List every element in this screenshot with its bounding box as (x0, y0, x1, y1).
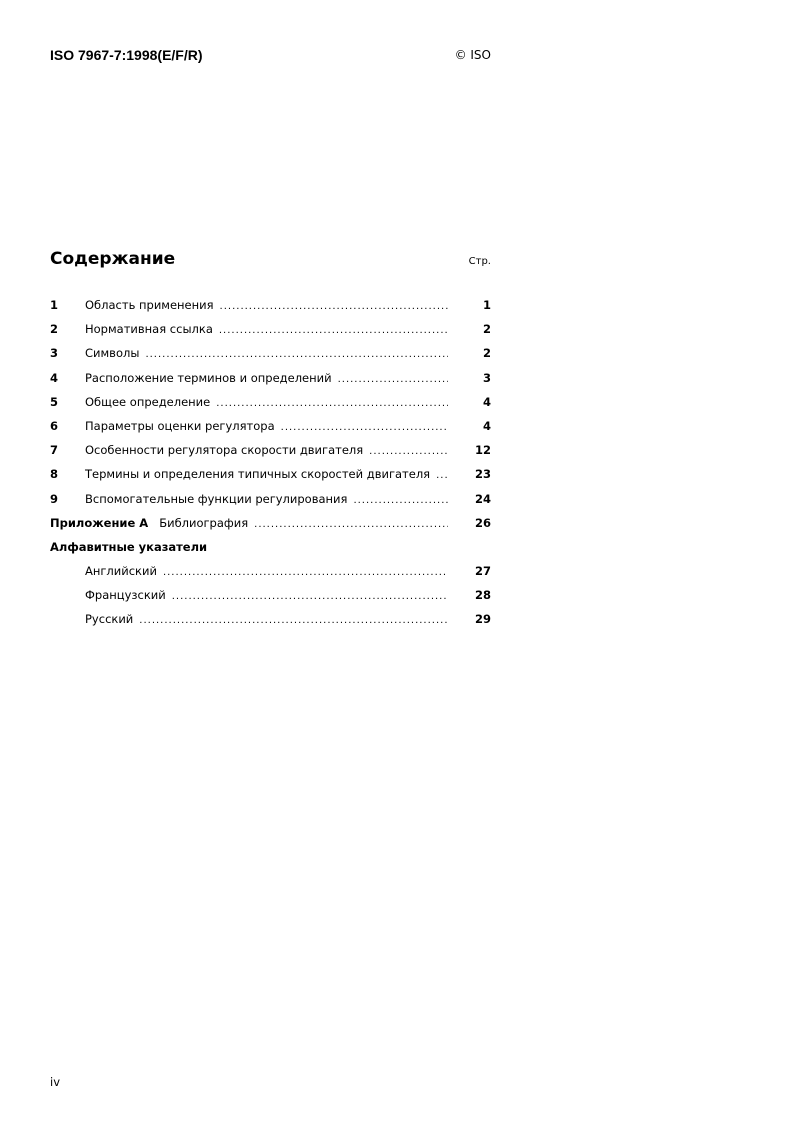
dot-leader (436, 464, 448, 488)
toc-entry-title: Английский (85, 564, 157, 579)
copyright: © ISO (454, 48, 491, 62)
toc-entry-2[interactable] (50, 317, 491, 341)
toc-entry-page: 3 (482, 370, 491, 385)
toc-entry-number: 4 (50, 370, 59, 385)
toc-entry-3[interactable] (50, 341, 491, 365)
dot-leader (163, 561, 448, 585)
toc-entry-page: 29 (474, 612, 491, 627)
toc-entry-title: Символы (85, 346, 140, 361)
toc-entry-page: 27 (474, 564, 491, 579)
toc-entry-number: 3 (50, 346, 59, 361)
toc-entry-5[interactable] (50, 390, 491, 414)
dot-leader (338, 368, 448, 392)
toc-entry-title: Параметры оценки регулятора (85, 418, 275, 433)
toc-entry-page: 26 (474, 515, 491, 530)
page-column-label: Стр. (468, 256, 491, 267)
dot-leader (220, 295, 448, 319)
toc-indexes-heading: Алфавитные указатели (50, 539, 208, 554)
toc-entry-title: Библиография (159, 515, 249, 530)
toc-entry-page: 2 (482, 322, 491, 337)
toc-entry-7[interactable] (50, 438, 491, 462)
toc-entry-page: 12 (474, 443, 491, 458)
dot-leader (281, 416, 448, 440)
toc-entry-number: 9 (50, 491, 59, 506)
toc-entry-title: Общее определение (85, 394, 211, 409)
toc-index-english[interactable] (50, 559, 491, 583)
toc-annex-label: Приложение А (50, 515, 149, 530)
toc-entry-number: 2 (50, 322, 59, 337)
toc-entry-title: Вспомогательные функции регулирования (85, 491, 348, 506)
toc-entry-page: 24 (474, 491, 491, 506)
table-of-contents (50, 293, 491, 632)
dot-leader (145, 343, 448, 367)
toc-entry-6[interactable] (50, 414, 491, 438)
toc-entry-page: 23 (474, 467, 491, 482)
toc-entry-title: Нормативная ссылка (85, 322, 213, 337)
footer-page-number: iv (50, 1075, 61, 1089)
toc-entry-number: 8 (50, 467, 59, 482)
toc-entry-annex-a[interactable] (50, 511, 491, 535)
dot-leader (216, 392, 448, 416)
dot-leader (172, 585, 448, 609)
toc-entry-page: 1 (482, 298, 491, 312)
toc-entry-4[interactable] (50, 366, 491, 390)
standard-id: ISO 7967-7:1998(E/F/R) (50, 47, 203, 63)
dot-leader (219, 319, 448, 343)
toc-entry-9[interactable] (50, 487, 491, 511)
toc-entry-number: 7 (50, 443, 59, 458)
toc-entry-title: Расположение терминов и определений (85, 370, 332, 385)
toc-entry-8[interactable] (50, 462, 491, 486)
dot-leader (369, 440, 448, 464)
toc-entry-page: 4 (482, 394, 491, 409)
toc-indexes-heading-row (50, 535, 491, 559)
toc-entry-1[interactable] (50, 293, 491, 317)
toc-entry-title: Область применения (85, 298, 214, 312)
toc-entry-page: 2 (482, 346, 491, 361)
toc-title: Содержание (50, 249, 176, 269)
dot-leader (254, 513, 448, 537)
toc-entry-page: 28 (474, 588, 491, 603)
dot-leader (139, 609, 448, 633)
toc-entry-number: 1 (50, 298, 59, 312)
toc-entry-title: Русский (85, 612, 134, 627)
toc-index-french[interactable] (50, 583, 491, 607)
toc-entry-number: 6 (50, 418, 59, 433)
toc-entry-page: 4 (482, 418, 491, 433)
toc-entry-title: Французский (85, 588, 166, 603)
toc-entry-title: Термины и определения типичных скоростей двигателя (85, 467, 431, 482)
toc-entry-title: Особенности регулятора скорости двигателя (85, 443, 364, 458)
toc-entry-number: 5 (50, 394, 59, 409)
dot-leader (353, 489, 448, 513)
toc-index-russian[interactable] (50, 607, 491, 631)
